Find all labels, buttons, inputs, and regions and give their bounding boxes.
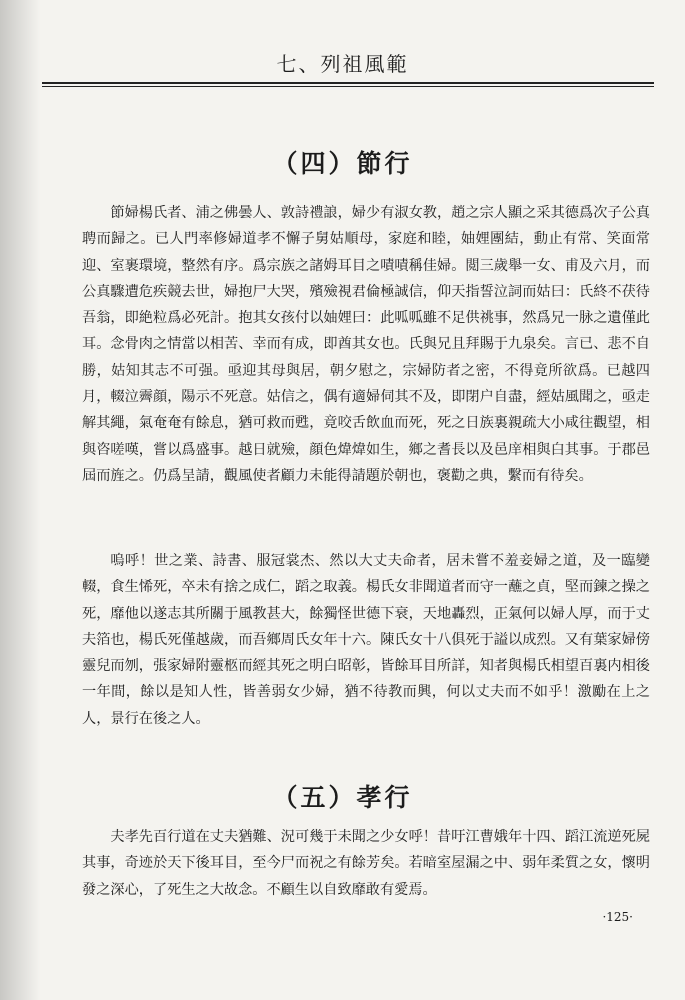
paragraph: 夫孝先百行道在丈夫猶難、況可幾于未聞之少女呼！昔吁江曹娥年十四、蹈江流逆死屍其事，奇迹於天下後耳目，至今尸而祝之有餘芳矣。若暗室屋漏之中、弱年柔質之女，懷明發之深心，了死生之大故念。不顧生以自致靡敢有愛焉。 [82, 829, 650, 898]
section-heading-xiaoxing: （五）孝行 [272, 783, 413, 812]
paragraph: 節婦楊氏者、浦之佛曇人、敦詩禮誏，婦少有淑女教，趙之宗人顯之采其德爲次子公真聘而歸之。已人門率修婦道孝不懈子舅姑順母，家庭和睦，妯娌團結，動止有常、笑面常迎、室裹環境，整然有序。爲宗族之諸姆耳目之嘖嘖稱佳婦。閲三歲舉一女、甫及六月，而公真驟遭危疾競去世，婦抱尸大哭，殯殮視君倫極誠信，仰天指誓泣詞而姑曰：氏終不茯待吾翁，即絶粒爲必死計。抱其女孩付以妯娌曰：此呱呱雖不足供祧事，然爲兄一脉之遺僅此耳。念骨肉之情當以相苦、幸而有成，即酋其女也。氏與兄且拜賜于九泉矣。言已、悲不自勝，姑知其志不可强。亟迎其母與居，朝夕慰之，宗婦防者之密，不得竟所欲爲。已越四月，輟泣霽顔，陽示不死意。姑信之，偶有適婦伺其不及，即閉户自盡，經姑風聞之，亟走解其繩，氣奄奄有餘息，猶可救而甦，竟咬舌飲血而死，死之日族裏親疏大小咸往觀望，相與咨嗟嘆，嘗以爲盛事。越日就殮，顔色煒煒如生，鄉之耆長以及邑庠相與白其事。于郡邑屆而旌之。仍爲呈請，觀風使者顧力未能得請題於朝也，褒勸之典，繫而有待矣。 [82, 205, 650, 484]
page-number: ·125· [602, 910, 633, 924]
running-header: 七、列祖風範 [276, 52, 409, 76]
header-rule-thin [42, 86, 654, 87]
body-text-block [82, 824, 650, 903]
section-heading-jiexing: （四）節行 [272, 149, 413, 178]
body-text-block [82, 200, 650, 489]
paragraph: 嗚呼！世之業、詩書、服冠裳杰、然以大丈夫命者，居未嘗不羞妾婦之道，及一臨變輟，食生悕死，卒未有捨之成仁，蹈之取義。楊氏女非聞道者而守一蘸之貞，堅而鍊之操之死，靡他以遂志其所關于風教甚大，餘獨怪世德下衰，天地轟烈，正氣何以婦人厚，而于丈夫箔也，楊氏死僅越歲，而吾鄉周氏女年十六。陳氏女十八俱死于謚以成烈。又有葉家婦傍靈兒而刎，張家婦附靈柩而經其死之明白昭彰，皆餘耳目所詳，知者與楊氏相望百裏内相後一年間，餘以是知人性，皆善弱女少婦，猶不待教而興，何以丈夫而不如乎！激勵在上之人，景行在後之人。 [82, 553, 650, 727]
header-rule [42, 82, 654, 84]
body-text-block [82, 548, 650, 732]
